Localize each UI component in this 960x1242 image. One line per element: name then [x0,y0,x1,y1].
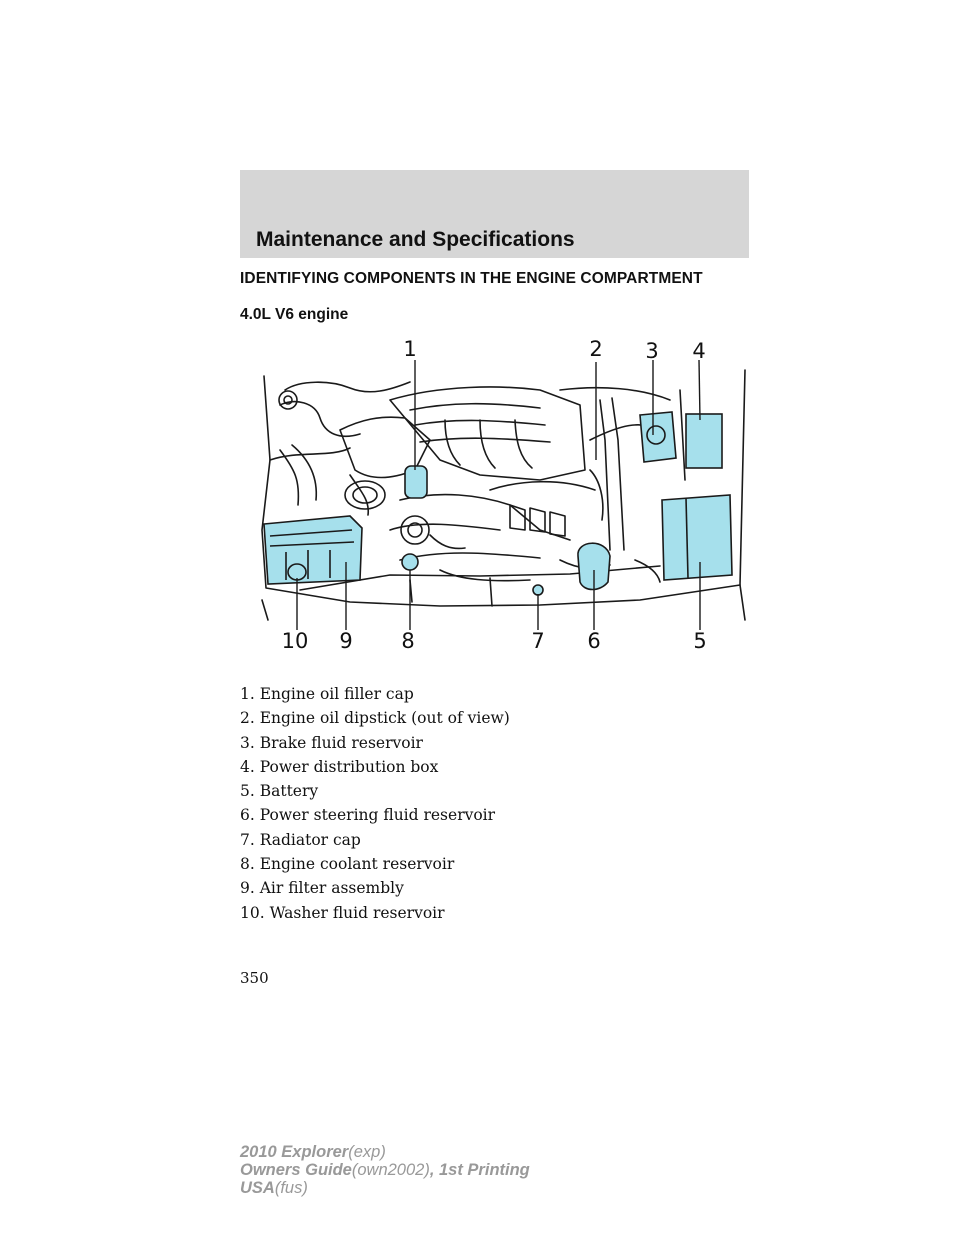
callout-8: 8 [401,629,415,653]
callout-9: 9 [339,629,353,653]
engine-subtitle: 4.0L V6 engine [240,306,349,323]
washer-fluid-reservoir-highlight [288,564,306,580]
footer-model: 2010 Explorer [240,1143,349,1161]
callout-3: 3 [645,339,659,363]
oil-filler-cap-highlight [405,466,427,498]
engine-diagram [240,330,750,660]
footer-printing: , 1st Printing [429,1161,530,1179]
legend-item: 7. Radiator cap [240,830,361,849]
page-header-title: Maintenance and Specifications [256,228,575,251]
footer-line-1 [240,1143,530,1161]
callout-4: 4 [692,339,706,363]
battery-highlight [662,495,732,580]
legend-item: 2. Engine oil dipstick (out of view) [240,709,510,728]
section-title: IDENTIFYING COMPONENTS IN THE ENGINE COMPARTMENT [240,270,703,287]
legend-item: 10. Washer fluid reservoir [240,903,445,922]
document-footer [240,1143,530,1197]
callout-1: 1 [403,337,417,361]
callout-7: 7 [531,629,545,653]
footer-guide-code: (own2002) [351,1161,430,1179]
legend-item: 3. Brake fluid reservoir [240,733,423,752]
power-distribution-box-highlight [686,414,722,468]
page-number: 350 [240,969,269,987]
air-filter-highlight [264,516,362,584]
component-legend [240,682,510,925]
legend-item: 8. Engine coolant reservoir [240,855,455,874]
callout-6: 6 [587,629,601,653]
engine-compartment-figure [240,330,750,660]
coolant-reservoir-highlight [402,554,418,570]
radiator-cap-highlight [533,585,543,595]
callout-2: 2 [589,337,603,361]
legend-item: 1. Engine oil filler cap [240,685,414,703]
footer-model-code: (exp) [348,1143,386,1161]
footer-line-2 [240,1161,530,1179]
footer-market: USA [240,1179,275,1197]
footer-market-code: (fus) [274,1179,308,1197]
legend-item: 5. Battery [240,782,319,801]
legend-item: 4. Power distribution box [240,757,439,776]
callout-5: 5 [693,629,707,653]
callout-10: 10 [281,629,309,653]
legend-item: 6. Power steering fluid reservoir [240,806,496,825]
footer-guide: Owners Guide [240,1161,352,1179]
footer-line-3 [240,1179,530,1197]
legend-item: 9. Air filter assembly [240,879,404,898]
